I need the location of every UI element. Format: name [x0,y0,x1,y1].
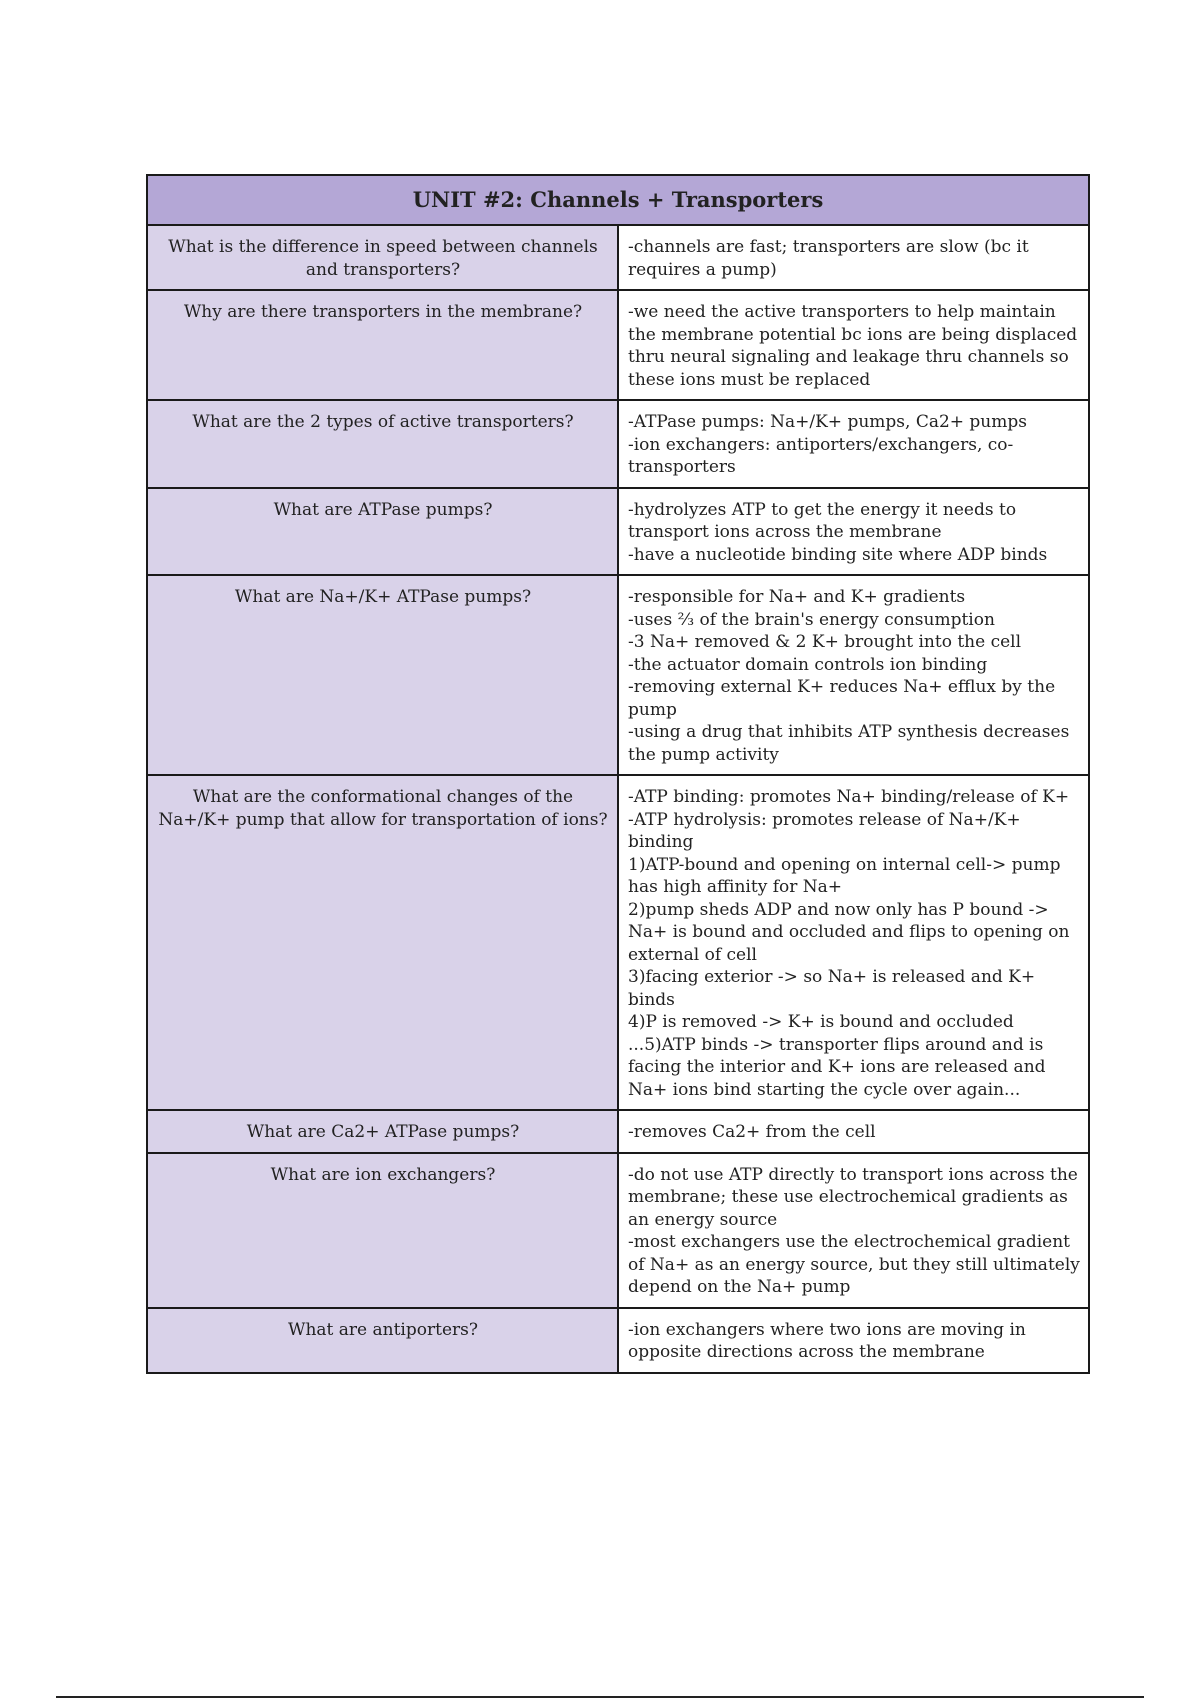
answer-cell [618,400,1089,488]
table-row [147,400,1089,488]
question-cell: What are the 2 types of active transporters? [147,400,618,488]
answer-line: -have a nucleotide binding site where ADP binds [628,544,1048,565]
answer-line: -responsible for Na+ and K+ gradients [628,587,966,607]
answer-line: -most exchangers use the electrochemical gradient of Na+ as an energy source, but they still ultimately depend on the Na+ pump [628,1232,1080,1297]
answer-cell [618,1308,1089,1373]
page-bottom-rule [56,1696,1144,1698]
answer-line: -ion exchangers: antiporters/exchangers, co-transporters [628,434,1014,477]
notes-table [146,174,1090,1374]
answer-line: -ATP binding: promotes Na+ binding/release of K+ [628,787,1070,807]
answer-line: -hydrolyzes ATP to get the energy it needs to transport ions across the membrane [628,499,1017,542]
answer-cell [618,775,1089,1110]
table-row [147,1308,1089,1373]
table-row [147,775,1089,1110]
answer-line: -ion exchangers where two ions are moving in opposite directions across the membrane [628,1319,1026,1362]
question-cell: What are antiporters? [147,1308,618,1373]
answer-line: -we need the active transporters to help maintain the membrane potential bc ions are being displaced thru neural signaling and leakage thru channels so these ions must be replaced [628,302,1078,390]
answer-cell [618,1110,1089,1153]
answer-line: -the actuator domain controls ion binding [628,654,988,675]
answer-cell [618,1153,1089,1308]
answer-line: -ATPase pumps: Na+/K+ pumps, Ca2+ pumps [628,412,1027,432]
answer-cell [618,575,1089,775]
table-row [147,575,1089,775]
unit-title: UNIT #2: Channels + Transporters [147,175,1089,225]
answer-line: 3)facing exterior -> so Na+ is released and K+ binds [628,967,1036,1010]
answer-line: ...5)ATP binds -> transporter flips around and is facing the interior and K+ ions are released and Na+ ions bind starting the cycle over again... [628,1034,1046,1100]
question-cell: What are Na+/K+ ATPase pumps? [147,575,618,775]
answer-line: 2)pump sheds ADP and now only has P bound -> Na+ is bound and occluded and flips to opening on external of cell [628,899,1070,965]
answer-line: -do not use ATP directly to transport ions across the membrane; these use electrochemical gradients as an energy source [628,1164,1078,1230]
table-row [147,225,1089,290]
answer-line: -uses ⅔ of the brain's energy consumption [628,609,995,630]
question-cell: What is the difference in speed between channels and transporters? [147,225,618,290]
answer-cell [618,290,1089,400]
question-cell: What are Ca2+ ATPase pumps? [147,1110,618,1153]
answer-line: -removing external K+ reduces Na+ efflux by the pump [628,677,1056,720]
table-row [147,488,1089,576]
question-cell: What are the conformational changes of the Na+/K+ pump that allow for transportation of ions? [147,775,618,1110]
answer-line: -ATP hydrolysis: promotes release of Na+/K+ binding [628,809,1021,852]
answer-line: 4)P is removed -> K+ is bound and occluded [628,1012,1014,1032]
answer-cell [618,488,1089,576]
answer-line: -channels are fast; transporters are slow (bc it requires a pump) [628,237,1029,280]
answer-line: -using a drug that inhibits ATP synthesis decreases the pump activity [628,722,1070,765]
answer-line: -removes Ca2+ from the cell [628,1122,876,1142]
title-row [147,175,1089,225]
answer-cell [618,225,1089,290]
table-row [147,290,1089,400]
table-row [147,1110,1089,1153]
table-row [147,1153,1089,1308]
question-cell: Why are there transporters in the membrane? [147,290,618,400]
answer-line: 1)ATP-bound and opening on internal cell-> pump has high affinity for Na+ [628,854,1061,897]
answer-line: -3 Na+ removed & 2 K+ brought into the cell [628,632,1022,652]
question-cell: What are ion exchangers? [147,1153,618,1308]
question-cell: What are ATPase pumps? [147,488,618,576]
